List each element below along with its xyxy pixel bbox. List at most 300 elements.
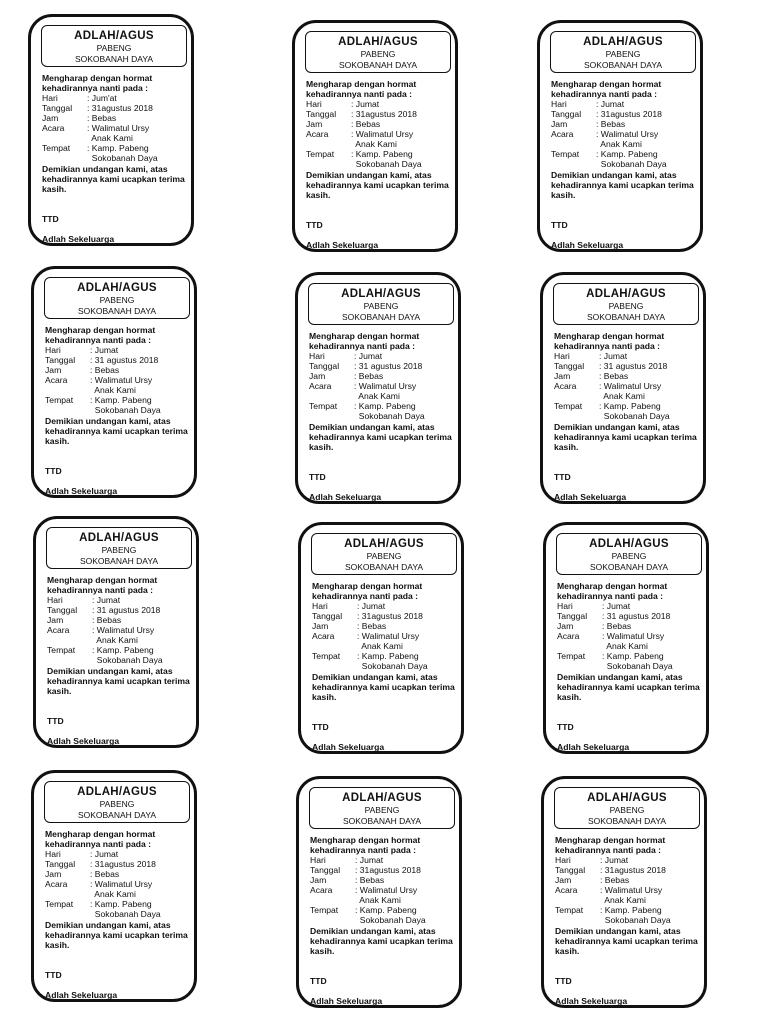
detail-label: Tanggal xyxy=(306,109,337,119)
detail-value: : Jumat xyxy=(351,99,380,109)
card-closing: Demikian undangan kami, atas kehadirannya kami ucapkan terima kasih. xyxy=(47,666,190,696)
detail-value: Sokobanah Daya xyxy=(354,411,425,421)
card-closing: Demikian undangan kami, atas kehadirannya kami ucapkan terima kasih. xyxy=(312,672,455,702)
card-body xyxy=(312,581,460,752)
detail-label: Hari xyxy=(42,93,58,103)
detail-row xyxy=(45,345,193,355)
detail-value: : Jumat xyxy=(602,601,631,611)
detail-label: Tanggal xyxy=(45,859,76,869)
detail-row xyxy=(551,99,699,109)
detail-value: : 31agustus 2018 xyxy=(351,109,417,119)
detail-label: Tanggal xyxy=(312,611,343,621)
detail-value: : 31 agustus 2018 xyxy=(599,361,668,371)
detail-row xyxy=(45,355,193,365)
card-ttd: TTD xyxy=(306,220,323,230)
detail-label: Acara xyxy=(557,631,580,641)
detail-row xyxy=(554,361,702,371)
card-header-village: SOKOBANAH DAYA xyxy=(79,556,159,566)
detail-label: Hari xyxy=(555,855,571,865)
card-header-village: SOKOBANAH DAYA xyxy=(344,562,424,572)
card-closing: Demikian undangan kami, atas kehadirannya kami ucapkan terima kasih. xyxy=(45,416,188,446)
detail-value: : Bebas xyxy=(90,869,120,879)
detail-value: Anak Kami xyxy=(596,139,642,149)
detail-value: Anak Kami xyxy=(354,391,400,401)
detail-label: Tanggal xyxy=(551,109,582,119)
detail-value: : 31agustus 2018 xyxy=(87,103,153,113)
detail-value: : Walimatul Ursy xyxy=(87,123,150,133)
detail-value: : Kamp. Pabeng xyxy=(87,143,149,153)
detail-value: : Walimatul Ursy xyxy=(599,381,662,391)
detail-label: Tempat xyxy=(45,395,74,405)
detail-label xyxy=(309,391,354,401)
detail-label: Tanggal xyxy=(47,605,78,615)
invitation-card xyxy=(298,522,464,754)
card-body xyxy=(557,581,705,752)
card-body xyxy=(45,325,193,496)
detail-row xyxy=(309,391,457,401)
detail-label xyxy=(309,411,354,421)
card-ttd: TTD xyxy=(42,214,59,224)
detail-label: Tempat xyxy=(47,645,76,655)
invitation-card xyxy=(537,20,703,252)
invitation-card xyxy=(28,14,194,246)
detail-label: Acara xyxy=(45,375,68,385)
detail-value: : Jumat xyxy=(596,99,625,109)
detail-row xyxy=(310,905,458,915)
detail-row xyxy=(309,361,457,371)
detail-value: : Bebas xyxy=(357,621,387,631)
detail-row xyxy=(557,641,705,651)
card-header-place: PABENG xyxy=(363,301,399,311)
detail-label xyxy=(45,889,90,899)
detail-row xyxy=(551,139,699,149)
detail-row xyxy=(42,143,190,153)
detail-value: : Bebas xyxy=(87,113,117,123)
card-body xyxy=(310,835,458,1006)
detail-row xyxy=(310,895,458,905)
detail-value: : Jumat xyxy=(599,351,628,361)
detail-value: : Bebas xyxy=(351,119,381,129)
card-signature: Adlah Sekeluarga xyxy=(45,486,118,496)
card-header-village: SOKOBANAH DAYA xyxy=(74,54,154,64)
card-intro: Mengharap dengan hormat kehadirannya nanti pada : xyxy=(306,79,417,99)
card-header-village: SOKOBANAH DAYA xyxy=(77,306,157,316)
card-closing: Demikian undangan kami, atas kehadirannya kami ucapkan terima kasih. xyxy=(555,926,698,956)
detail-label xyxy=(312,661,357,671)
card-header-box xyxy=(309,787,455,829)
detail-row xyxy=(45,889,193,899)
detail-value: Anak Kami xyxy=(87,133,133,143)
detail-row xyxy=(554,391,702,401)
detail-value: Sokobanah Daya xyxy=(92,655,163,665)
detail-value: : Walimatul Ursy xyxy=(602,631,665,641)
detail-value: : 31 agustus 2018 xyxy=(90,355,159,365)
card-closing: Demikian undangan kami, atas kehadirannya kami ucapkan terima kasih. xyxy=(554,422,697,452)
detail-value: : Kamp. Pabeng xyxy=(599,401,661,411)
card-header-place: PABENG xyxy=(605,49,641,59)
invitation-card xyxy=(296,776,462,1008)
card-header-name: ADLAH/AGUS xyxy=(589,538,669,550)
detail-label: Acara xyxy=(47,625,70,635)
detail-label: Tanggal xyxy=(554,361,585,371)
detail-label: Acara xyxy=(312,631,335,641)
detail-value: : Bebas xyxy=(92,615,122,625)
card-header-place: PABENG xyxy=(99,799,135,809)
detail-row xyxy=(47,605,195,615)
detail-value: Sokobanah Daya xyxy=(90,909,161,919)
detail-value: : Walimatul Ursy xyxy=(90,879,153,889)
detail-value: : 31agustus 2018 xyxy=(355,865,421,875)
card-header-box xyxy=(308,283,454,325)
card-body xyxy=(309,331,457,502)
invitation-card xyxy=(543,522,709,754)
detail-label xyxy=(555,915,600,925)
detail-label: Acara xyxy=(309,381,332,391)
card-header-village: SOKOBANAH DAYA xyxy=(338,60,418,70)
detail-value: : Bebas xyxy=(354,371,384,381)
card-ttd: TTD xyxy=(45,466,62,476)
detail-value: : Walimatul Ursy xyxy=(600,885,663,895)
card-signature: Adlah Sekeluarga xyxy=(554,492,627,502)
detail-value: : Bebas xyxy=(596,119,626,129)
detail-label: Tempat xyxy=(557,651,586,661)
detail-value: Anak Kami xyxy=(355,895,401,905)
detail-row xyxy=(551,119,699,129)
card-header-village: SOKOBANAH DAYA xyxy=(587,816,667,826)
detail-row xyxy=(310,885,458,895)
detail-label: Hari xyxy=(47,595,63,605)
card-details xyxy=(306,99,454,169)
detail-value: Sokobanah Daya xyxy=(355,915,426,925)
detail-label: Tanggal xyxy=(309,361,340,371)
detail-row xyxy=(309,371,457,381)
detail-label: Acara xyxy=(45,879,68,889)
detail-value: Sokobanah Daya xyxy=(357,661,428,671)
detail-label xyxy=(45,909,90,919)
detail-label xyxy=(47,635,92,645)
card-signature: Adlah Sekeluarga xyxy=(42,234,115,244)
card-header-box xyxy=(553,283,699,325)
card-header-box xyxy=(550,31,696,73)
card-header-name: ADLAH/AGUS xyxy=(79,532,159,544)
card-intro: Mengharap dengan hormat kehadirannya nanti pada : xyxy=(554,331,665,351)
detail-row xyxy=(47,635,195,645)
detail-label: Tanggal xyxy=(45,355,76,365)
detail-row xyxy=(45,375,193,385)
card-intro: Mengharap dengan hormat kehadirannya nanti pada : xyxy=(310,835,421,855)
detail-label: Acara xyxy=(555,885,578,895)
detail-row xyxy=(312,611,460,621)
detail-label: Jam xyxy=(310,875,327,885)
card-header-name: ADLAH/AGUS xyxy=(583,36,663,48)
card-header-place: PABENG xyxy=(366,551,402,561)
detail-label xyxy=(554,391,599,401)
card-header-village: SOKOBANAH DAYA xyxy=(341,312,421,322)
detail-row xyxy=(45,365,193,375)
detail-value: : Kamp. Pabeng xyxy=(351,149,413,159)
detail-value: : Kamp. Pabeng xyxy=(92,645,154,655)
card-header-box xyxy=(46,527,192,569)
detail-value: : Bebas xyxy=(355,875,385,885)
card-body xyxy=(555,835,703,1006)
detail-row xyxy=(551,149,699,159)
detail-value: : Bebas xyxy=(602,621,632,631)
card-signature: Adlah Sekeluarga xyxy=(306,240,379,250)
detail-value: : 31agustus 2018 xyxy=(596,109,662,119)
detail-value: : Kamp. Pabeng xyxy=(602,651,664,661)
card-header-box xyxy=(311,533,457,575)
detail-row xyxy=(45,405,193,415)
detail-value: Sokobanah Daya xyxy=(87,153,158,163)
detail-label: Tempat xyxy=(309,401,338,411)
card-header-box xyxy=(554,787,700,829)
detail-value: Anak Kami xyxy=(92,635,138,645)
card-intro: Mengharap dengan hormat kehadirannya nanti pada : xyxy=(555,835,666,855)
card-header-village: SOKOBANAH DAYA xyxy=(342,816,422,826)
detail-row xyxy=(45,385,193,395)
card-header-place: PABENG xyxy=(96,43,132,53)
card-header-village: SOKOBANAH DAYA xyxy=(589,562,669,572)
detail-row xyxy=(306,139,454,149)
invitation-card xyxy=(541,776,707,1008)
card-signature: Adlah Sekeluarga xyxy=(309,492,382,502)
card-ttd: TTD xyxy=(557,722,574,732)
card-details xyxy=(309,351,457,421)
detail-row xyxy=(47,595,195,605)
card-body xyxy=(554,331,702,502)
detail-label xyxy=(45,385,90,395)
card-details xyxy=(42,93,190,163)
card-intro: Mengharap dengan hormat kehadirannya nanti pada : xyxy=(312,581,423,601)
detail-label: Tempat xyxy=(555,905,584,915)
detail-value: Sokobanah Daya xyxy=(599,411,670,421)
detail-row xyxy=(306,109,454,119)
detail-row xyxy=(551,159,699,169)
detail-value: : Jumat xyxy=(355,855,384,865)
detail-label: Tempat xyxy=(45,899,74,909)
detail-value: Sokobanah Daya xyxy=(596,159,667,169)
detail-row xyxy=(309,351,457,361)
detail-value: : 31 agustus 2018 xyxy=(602,611,671,621)
card-details xyxy=(551,99,699,169)
detail-value: Anak Kami xyxy=(602,641,648,651)
detail-label: Tanggal xyxy=(42,103,73,113)
card-details xyxy=(310,855,458,925)
card-body xyxy=(47,575,195,746)
detail-label: Tempat xyxy=(312,651,341,661)
detail-row xyxy=(45,879,193,889)
detail-value: : Bebas xyxy=(599,371,629,381)
detail-label: Tempat xyxy=(551,149,580,159)
card-ttd: TTD xyxy=(554,472,571,482)
detail-label: Tempat xyxy=(42,143,71,153)
detail-label: Tanggal xyxy=(555,865,586,875)
card-closing: Demikian undangan kami, atas kehadirannya kami ucapkan terima kasih. xyxy=(306,170,449,200)
detail-label: Tanggal xyxy=(557,611,588,621)
detail-label: Hari xyxy=(551,99,567,109)
detail-label: Acara xyxy=(310,885,333,895)
detail-row xyxy=(47,645,195,655)
card-header-name: ADLAH/AGUS xyxy=(587,792,667,804)
detail-label: Jam xyxy=(45,365,62,375)
detail-label: Hari xyxy=(309,351,325,361)
detail-label: Jam xyxy=(555,875,572,885)
detail-row xyxy=(310,875,458,885)
card-header-place: PABENG xyxy=(99,295,135,305)
detail-value: Anak Kami xyxy=(357,641,403,651)
card-closing: Demikian undangan kami, atas kehadirannya kami ucapkan terima kasih. xyxy=(557,672,700,702)
detail-row xyxy=(555,875,703,885)
detail-row xyxy=(310,865,458,875)
detail-label xyxy=(551,159,596,169)
detail-row xyxy=(309,411,457,421)
card-header-name: ADLAH/AGUS xyxy=(586,288,666,300)
detail-value: : Jumat xyxy=(92,595,121,605)
detail-value: : Walimatul Ursy xyxy=(357,631,420,641)
detail-row xyxy=(306,159,454,169)
detail-label xyxy=(42,133,87,143)
card-signature: Adlah Sekeluarga xyxy=(551,240,624,250)
card-body xyxy=(306,79,454,250)
detail-row xyxy=(45,909,193,919)
card-intro: Mengharap dengan hormat kehadirannya nanti pada : xyxy=(42,73,153,93)
card-header-box xyxy=(305,31,451,73)
card-header-village: SOKOBANAH DAYA xyxy=(583,60,663,70)
detail-row xyxy=(312,641,460,651)
card-header-village: SOKOBANAH DAYA xyxy=(586,312,666,322)
detail-value: Sokobanah Daya xyxy=(600,915,671,925)
card-ttd: TTD xyxy=(310,976,327,986)
card-closing: Demikian undangan kami, atas kehadirannya kami ucapkan terima kasih. xyxy=(309,422,452,452)
detail-row xyxy=(555,885,703,895)
detail-row xyxy=(45,869,193,879)
card-header-place: PABENG xyxy=(611,551,647,561)
card-header-place: PABENG xyxy=(364,805,400,815)
detail-value: : Walimatul Ursy xyxy=(354,381,417,391)
detail-value: : Walimatul Ursy xyxy=(92,625,155,635)
detail-row xyxy=(306,99,454,109)
detail-label xyxy=(554,411,599,421)
card-body xyxy=(42,73,190,244)
card-intro: Mengharap dengan hormat kehadirannya nanti pada : xyxy=(309,331,420,351)
detail-row xyxy=(309,401,457,411)
detail-label: Hari xyxy=(554,351,570,361)
detail-row xyxy=(554,411,702,421)
card-details xyxy=(555,855,703,925)
detail-value: : Bebas xyxy=(600,875,630,885)
detail-value: Anak Kami xyxy=(90,889,136,899)
detail-row xyxy=(42,123,190,133)
detail-label: Jam xyxy=(42,113,59,123)
detail-row xyxy=(555,855,703,865)
invitation-card xyxy=(31,266,197,498)
detail-row xyxy=(551,129,699,139)
detail-value: : Jumat xyxy=(90,849,119,859)
detail-value: : 31 agustus 2018 xyxy=(354,361,423,371)
detail-label: Jam xyxy=(554,371,571,381)
card-ttd: TTD xyxy=(312,722,329,732)
detail-row xyxy=(557,611,705,621)
detail-row xyxy=(557,651,705,661)
detail-row xyxy=(42,153,190,163)
detail-row xyxy=(47,625,195,635)
detail-value: : Walimatul Ursy xyxy=(351,129,414,139)
card-header-name: ADLAH/AGUS xyxy=(77,786,157,798)
detail-row xyxy=(42,93,190,103)
detail-row xyxy=(551,109,699,119)
card-intro: Mengharap dengan hormat kehadirannya nanti pada : xyxy=(557,581,668,601)
detail-row xyxy=(555,865,703,875)
detail-label xyxy=(45,405,90,415)
detail-row xyxy=(306,119,454,129)
card-closing: Demikian undangan kami, atas kehadirannya kami ucapkan terima kasih. xyxy=(45,920,188,950)
card-header-name: ADLAH/AGUS xyxy=(77,282,157,294)
detail-row xyxy=(45,849,193,859)
detail-row xyxy=(47,615,195,625)
detail-label: Jam xyxy=(45,869,62,879)
detail-value: : Jumat xyxy=(90,345,119,355)
card-details xyxy=(557,601,705,671)
detail-label xyxy=(312,641,357,651)
card-header-box xyxy=(44,277,190,319)
card-signature: Adlah Sekeluarga xyxy=(312,742,385,752)
detail-value: Anak Kami xyxy=(351,139,397,149)
card-intro: Mengharap dengan hormat kehadirannya nanti pada : xyxy=(45,829,156,849)
detail-value: Sokobanah Daya xyxy=(351,159,422,169)
detail-label: Hari xyxy=(306,99,322,109)
card-closing: Demikian undangan kami, atas kehadirannya kami ucapkan terima kasih. xyxy=(42,164,185,194)
card-header-name: ADLAH/AGUS xyxy=(344,538,424,550)
detail-label: Hari xyxy=(45,849,61,859)
detail-label xyxy=(310,895,355,905)
detail-label: Tanggal xyxy=(310,865,341,875)
detail-label xyxy=(557,661,602,671)
card-header-place: PABENG xyxy=(101,545,137,555)
detail-label: Hari xyxy=(557,601,573,611)
detail-value: : Walimatul Ursy xyxy=(596,129,659,139)
detail-value: : 31agustus 2018 xyxy=(600,865,666,875)
detail-label: Jam xyxy=(47,615,64,625)
card-header-place: PABENG xyxy=(609,805,645,815)
detail-label: Acara xyxy=(306,129,329,139)
detail-row xyxy=(47,655,195,665)
detail-value: Sokobanah Daya xyxy=(90,405,161,415)
invitation-card xyxy=(31,770,197,1002)
detail-row xyxy=(557,661,705,671)
detail-label: Hari xyxy=(45,345,61,355)
detail-row xyxy=(309,381,457,391)
card-intro: Mengharap dengan hormat kehadirannya nanti pada : xyxy=(45,325,156,345)
card-signature: Adlah Sekeluarga xyxy=(555,996,628,1006)
detail-row xyxy=(557,621,705,631)
detail-row xyxy=(310,855,458,865)
detail-value: Anak Kami xyxy=(90,385,136,395)
detail-value: : Jumat xyxy=(357,601,386,611)
card-signature: Adlah Sekeluarga xyxy=(45,990,118,1000)
detail-label: Jam xyxy=(306,119,323,129)
detail-row xyxy=(554,381,702,391)
card-intro: Mengharap dengan hormat kehadirannya nanti pada : xyxy=(47,575,158,595)
detail-label xyxy=(306,159,351,169)
detail-row xyxy=(42,103,190,113)
invitation-card xyxy=(292,20,458,252)
card-ttd: TTD xyxy=(555,976,572,986)
card-header-name: ADLAH/AGUS xyxy=(338,36,418,48)
detail-label xyxy=(42,153,87,163)
detail-value: : 31agustus 2018 xyxy=(90,859,156,869)
detail-label: Hari xyxy=(310,855,326,865)
card-header-village: SOKOBANAH DAYA xyxy=(77,810,157,820)
